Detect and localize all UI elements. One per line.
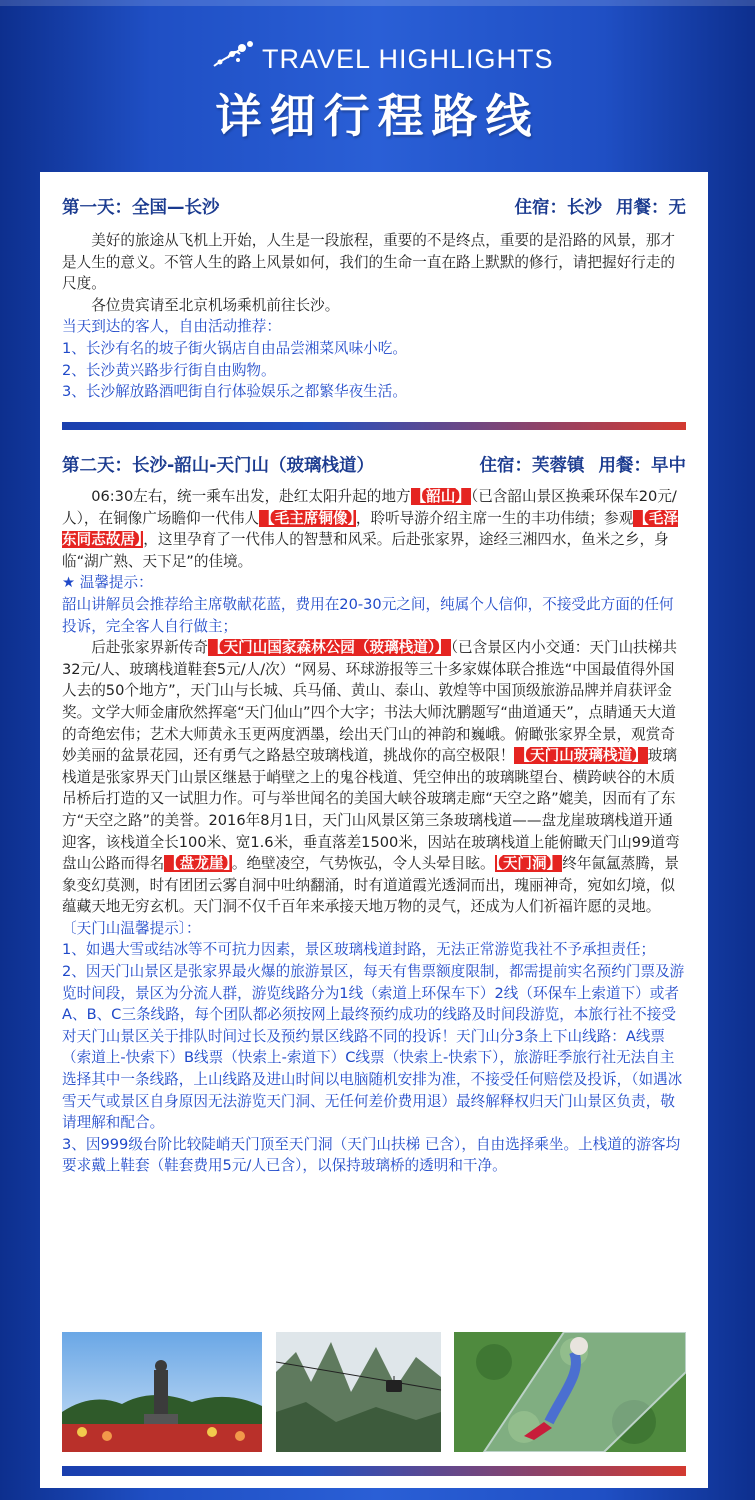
day2-body xyxy=(62,486,686,1177)
text-run: （已含景区内小交通：天门山扶梯共32元/人、玻璃栈道鞋套5元/人/次）“网易、环球游报等三十多家媒体联合推选“中国最值得外国人去的50个地方”，天门山与长城、兵马俑、黄山、泰山、敦煌等中国顶级旅游品牌并肩获评金奖。文学大师金庸欣然挥毫“天门仙山”四个大字；书法大师沈鹏题写“曲道通天”，点睛通天大道的奇绝宏伟；艺术大师黄永玉更两度洒墨，绘出天门山的神韵和巍峨。俯瞰张家界全景，观赏奇妙美丽的盆景花园，还有勇气之路悬空玻璃栈道，挑战你的高空极限！ xyxy=(62,639,677,765)
day2-paragraph-2 xyxy=(62,637,686,918)
day1-info xyxy=(501,194,687,219)
day1-recommend-item: 1、长沙有名的坡子街火锅店自由品尝湘菜风味小吃。 xyxy=(62,339,407,357)
bottom-bar xyxy=(62,1466,686,1476)
highlight-shaoshan: 【韶山】 xyxy=(411,488,470,505)
highlight-tianmen-cave: 【天门洞】 xyxy=(495,855,562,873)
day1-paragraph-1: 美好的旅途从飞机上开始，人生是一段旅程，重要的不是终点，重要的是沿路的风景，那才是人生的意义。不管人生的路上风景如何，我们的生命一直在路上默默的修行，请把握好行走的尺度。 xyxy=(62,232,675,293)
itinerary-panel xyxy=(40,172,708,1488)
text-run: 终年氤氲蒸腾，景象变幻莫测，时有团团云雾自洞中吐纳翻涌，时有道道霞光透洞而出，瑰丽神奇，宛如幻境，似蕴藏天地无穷玄机。天门洞不仅千百年来承接天地万物的灵气，还成为人们祈福许愿的灵地。 xyxy=(62,855,679,916)
day2-heading-row xyxy=(62,452,686,482)
plum-blossom-icon xyxy=(212,40,256,70)
text-run: ，这里孕育了一代伟人的智慧和风采。后赴张家界，途经三湘四水，鱼米之乡，身临“湖广熟、天下足”的佳境。 xyxy=(62,531,669,570)
day1-heading-row xyxy=(62,194,686,224)
day2-note-item: 3、因999级台阶比较陡峭天门顶至天门洞（天门山扶梯 已含），自由选择乘坐。上栈道的游客均要求戴上鞋套（鞋套费用5元/人已含），以保持玻璃桥的透明和干净。 xyxy=(62,1135,681,1175)
header xyxy=(0,0,755,170)
highlight-glass-walkway: 【天门山玻璃栈道】 xyxy=(515,747,647,765)
day2-tip-text: 韶山讲解员会推荐给主席敬献花蓝，费用在20-30元之间，纯属个人信仰，不接受此方面的任何投诉，完全客人自行做主； xyxy=(62,595,674,635)
day1-lodging: 住宿：长沙 xyxy=(514,198,602,218)
day2-note-item: 1、如遇大雪或结冰等不可抗力因素，景区玻璃栈道封路，无法正常游览我社不予承担责任； xyxy=(62,941,656,959)
day1-recommend-item: 3、长沙解放路酒吧街自行体验娱乐之都繁华夜生活。 xyxy=(62,383,407,401)
photo-glass-walkway xyxy=(454,1332,686,1452)
day1-meal: 用餐：无 xyxy=(616,198,686,218)
day2-tip-label: ★ 温馨提示： xyxy=(62,574,153,592)
header-top-line xyxy=(0,0,755,6)
text-run: ，聆听导游介绍主席一生的丰功伟绩；参观 xyxy=(355,509,634,527)
highlight-mao-residence: 【毛泽东同志故居】 xyxy=(62,509,678,549)
day2-paragraph-1 xyxy=(62,486,686,572)
header-eyebrow: TRAVEL HIGHLIGHTS xyxy=(262,44,554,74)
text-run: 。绝壁凌空，气势恢弘，令人头晕目眩。 xyxy=(231,855,495,873)
text-run: 玻璃栈道是张家界天门山景区继悬于峭壁之上的鬼谷栈道、凭空伸出的玻璃眺望台、横跨峡谷的木质吊桥后打造的又一试胆力作。可与举世闻名的美国大峡谷玻璃走廊“天空之路”媲美，因而有了东方“天空之路”的美誉。2016年8月1日，天门山风景区第三条玻璃栈道——盘龙崖玻璃栈道开通迎客，该栈道全长100米、宽1.6米，垂直落差1500米，因站在玻璃栈道上能俯瞰天门山99道弯盘山公路而得名 xyxy=(62,747,680,873)
page-title: 详细行程路线 xyxy=(215,89,540,143)
day1-recommend-item: 2、长沙黄兴路步行街自由购物。 xyxy=(62,361,276,379)
day2-lodging: 住宿：芙蓉镇 xyxy=(479,456,585,476)
day1-recommend-title: 当天到达的客人，自由活动推荐： xyxy=(62,318,281,336)
text-run: （已含韶山景区换乘环保车20元/人），在铜像广场瞻仰一代伟人 xyxy=(62,488,677,527)
day2-notes-title: 〔天门山温馨提示〕： xyxy=(62,919,201,937)
section-divider xyxy=(62,422,686,430)
day2-note-item: 2、因天门山景区是张家界最火爆的旅游景区，每天有售票额度限制，都需提前实名预约门票及游览时间段，景区为分流人群，游览线路分为1线（索道上环保车下）2线（环保车上索道下）或者A、B、C三条线路，每个团队都必须按网上最终预约成功的线路及时间段游览，本旅行社不接受对天门山景区关于排队时间过长及预约景区线路不同的投诉！天门山分3条上下山线路：A线票（索道上-快索下）B线票（快索上-索道下）C线票（快索上-快索下），旅游旺季旅行社无法自主选择其中一条线路，上山线路及进山时间以电脑随机安排为准，不接受任何赔偿及投诉，（如遇冰雪天气或景区自身原因无法游览天门洞、无任何差价费用退）最终解释权归天门山景区负责，敬请理解和配合。 xyxy=(62,963,685,1132)
day1-body xyxy=(62,230,686,403)
day2-meal: 用餐：早中 xyxy=(598,456,686,476)
photo-cable-car xyxy=(276,1332,441,1452)
day1-paragraph-2: 各位贵宾请至北京机场乘机前往长沙。 xyxy=(91,296,340,314)
highlight-mao-statue: 【毛主席铜像】 xyxy=(260,509,355,527)
day1-heading: 第一天：全国—长沙 xyxy=(62,198,220,218)
day2-info xyxy=(466,452,687,477)
photo-mao-statue xyxy=(62,1332,262,1452)
day2-heading: 第二天：长沙-韶山-天门山（玻璃栈道） xyxy=(62,456,375,476)
highlight-tianmen-park: 【天门山国家森林公园（玻璃栈道）】 xyxy=(208,639,450,657)
text-run: 后赴张家界新传奇 xyxy=(91,639,208,657)
highlight-panlongya: 【盘龙崖】 xyxy=(165,855,231,873)
text-run: 06:30左右，统一乘车出发，赴红太阳升起的地方 xyxy=(91,488,411,505)
